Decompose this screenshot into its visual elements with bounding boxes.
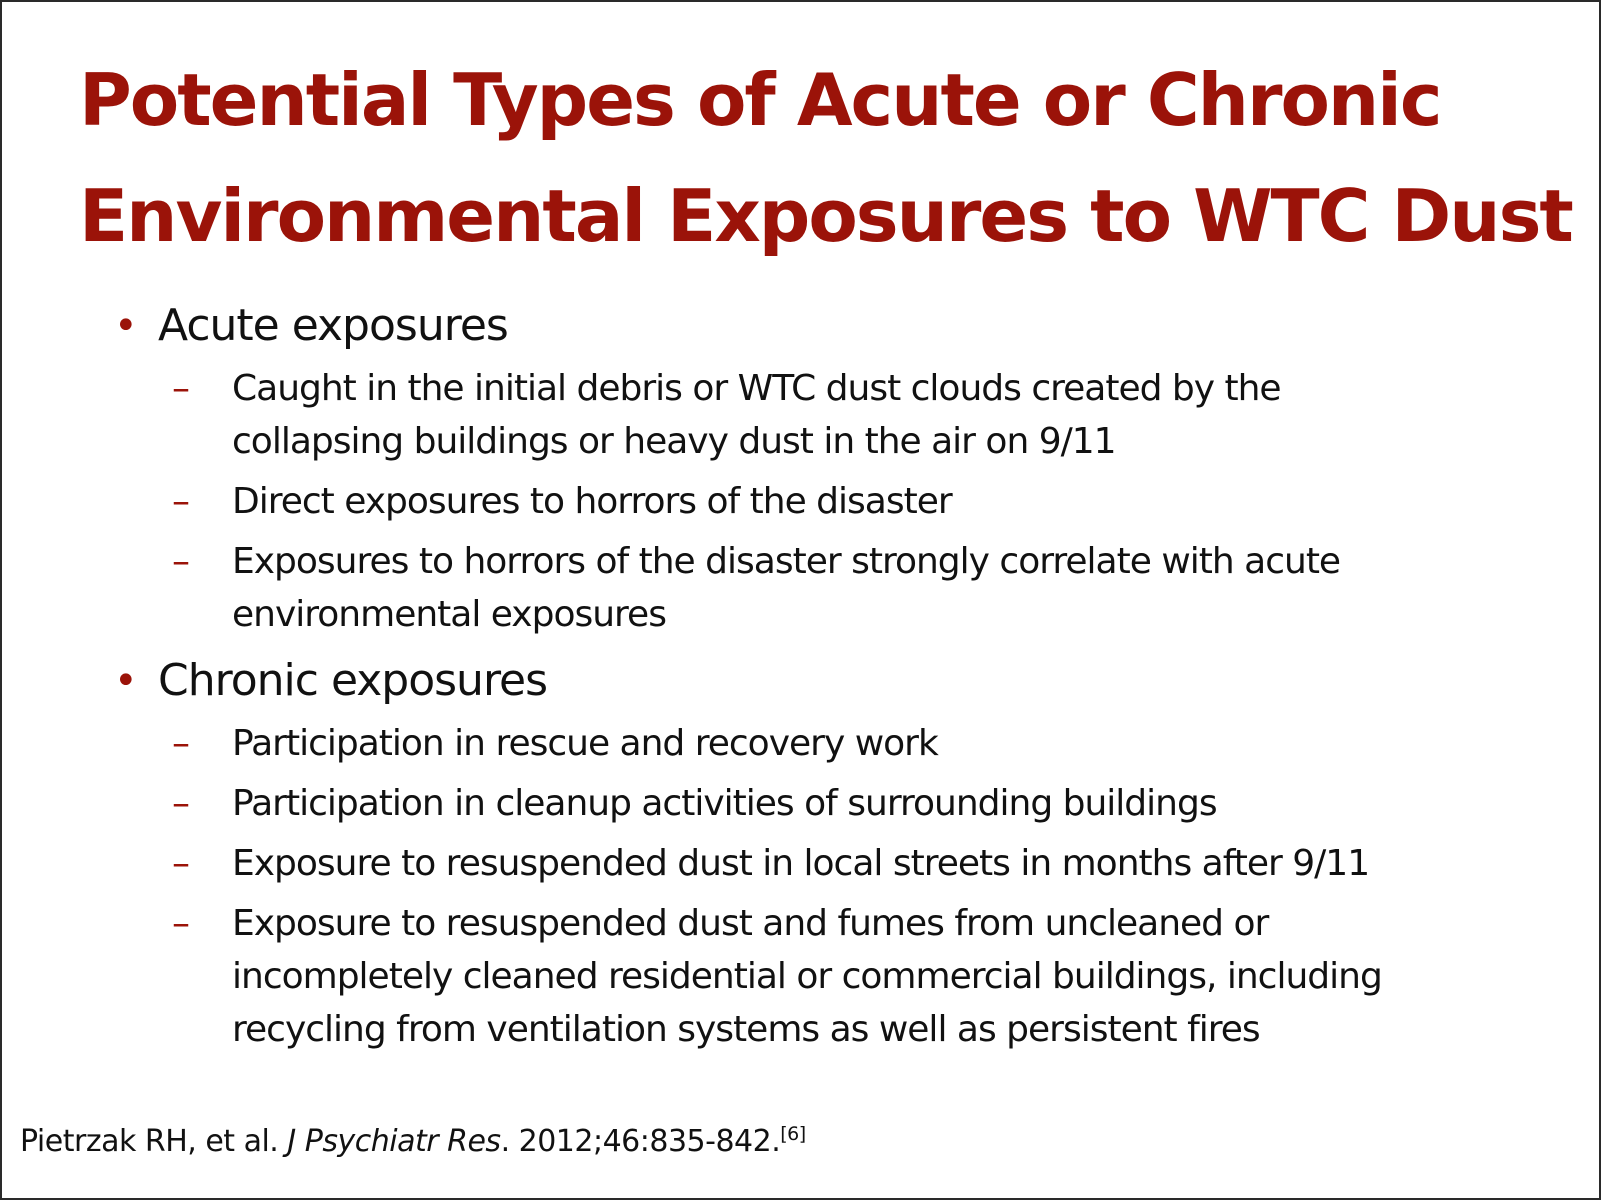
bullet-acute-exposures: [114, 294, 1544, 358]
list-item: [114, 897, 1544, 1056]
item-line: Direct exposures to horrors of the disaster: [232, 481, 952, 522]
list-item: [114, 717, 1544, 770]
item-line: collapsing buildings or heavy dust in the air on 9/11: [232, 421, 1116, 462]
bullet-chronic-exposures: [114, 649, 1544, 713]
citation-reference: [6]: [780, 1123, 806, 1145]
citation-authors: Pietrzak RH, et al.: [20, 1124, 279, 1159]
bullet-heading: Chronic exposures: [158, 655, 548, 706]
list-item: [114, 362, 1544, 468]
dash-marker: –: [172, 541, 189, 582]
list-item: [114, 535, 1544, 641]
item-line: Participation in rescue and recovery work: [232, 723, 938, 764]
dash-marker: –: [172, 843, 189, 884]
bullet-marker: •: [114, 303, 137, 349]
list-item: [114, 475, 1544, 528]
item-line: Caught in the initial debris or WTC dust clouds created by the: [232, 368, 1281, 409]
item-line: environmental exposures: [232, 594, 666, 635]
item-line: recycling from ventilation systems as well as persistent fires: [232, 1009, 1260, 1050]
item-line: Participation in cleanup activities of surrounding buildings: [232, 783, 1217, 824]
content-list: [114, 294, 1544, 1064]
dash-marker: –: [172, 723, 189, 764]
slide-title: [79, 42, 1572, 274]
item-line: Exposures to horrors of the disaster strongly correlate with acute: [232, 541, 1341, 582]
citation-journal: J Psychiatr Res: [287, 1124, 501, 1159]
chronic-sublist: [114, 717, 1544, 1056]
dash-marker: –: [172, 903, 189, 944]
dash-marker: –: [172, 783, 189, 824]
item-line: Exposure to resuspended dust and fumes from uncleaned or: [232, 903, 1269, 944]
citation: [20, 1122, 806, 1162]
citation-details: . 2012;46:835-842.: [500, 1124, 781, 1159]
title-line-2: Environmental Exposures to WTC Dust: [79, 174, 1572, 258]
item-line: incompletely cleaned residential or commercial buildings, including: [232, 956, 1382, 997]
title-line-1: Potential Types of Acute or Chronic: [79, 58, 1441, 142]
dash-marker: –: [172, 481, 189, 522]
list-item: [114, 777, 1544, 830]
item-line: Exposure to resuspended dust in local streets in months after 9/11: [232, 843, 1370, 884]
bullet-heading: Acute exposures: [158, 300, 508, 351]
acute-sublist: [114, 362, 1544, 641]
list-item: [114, 837, 1544, 890]
dash-marker: –: [172, 368, 189, 409]
bullet-marker: •: [114, 658, 137, 704]
